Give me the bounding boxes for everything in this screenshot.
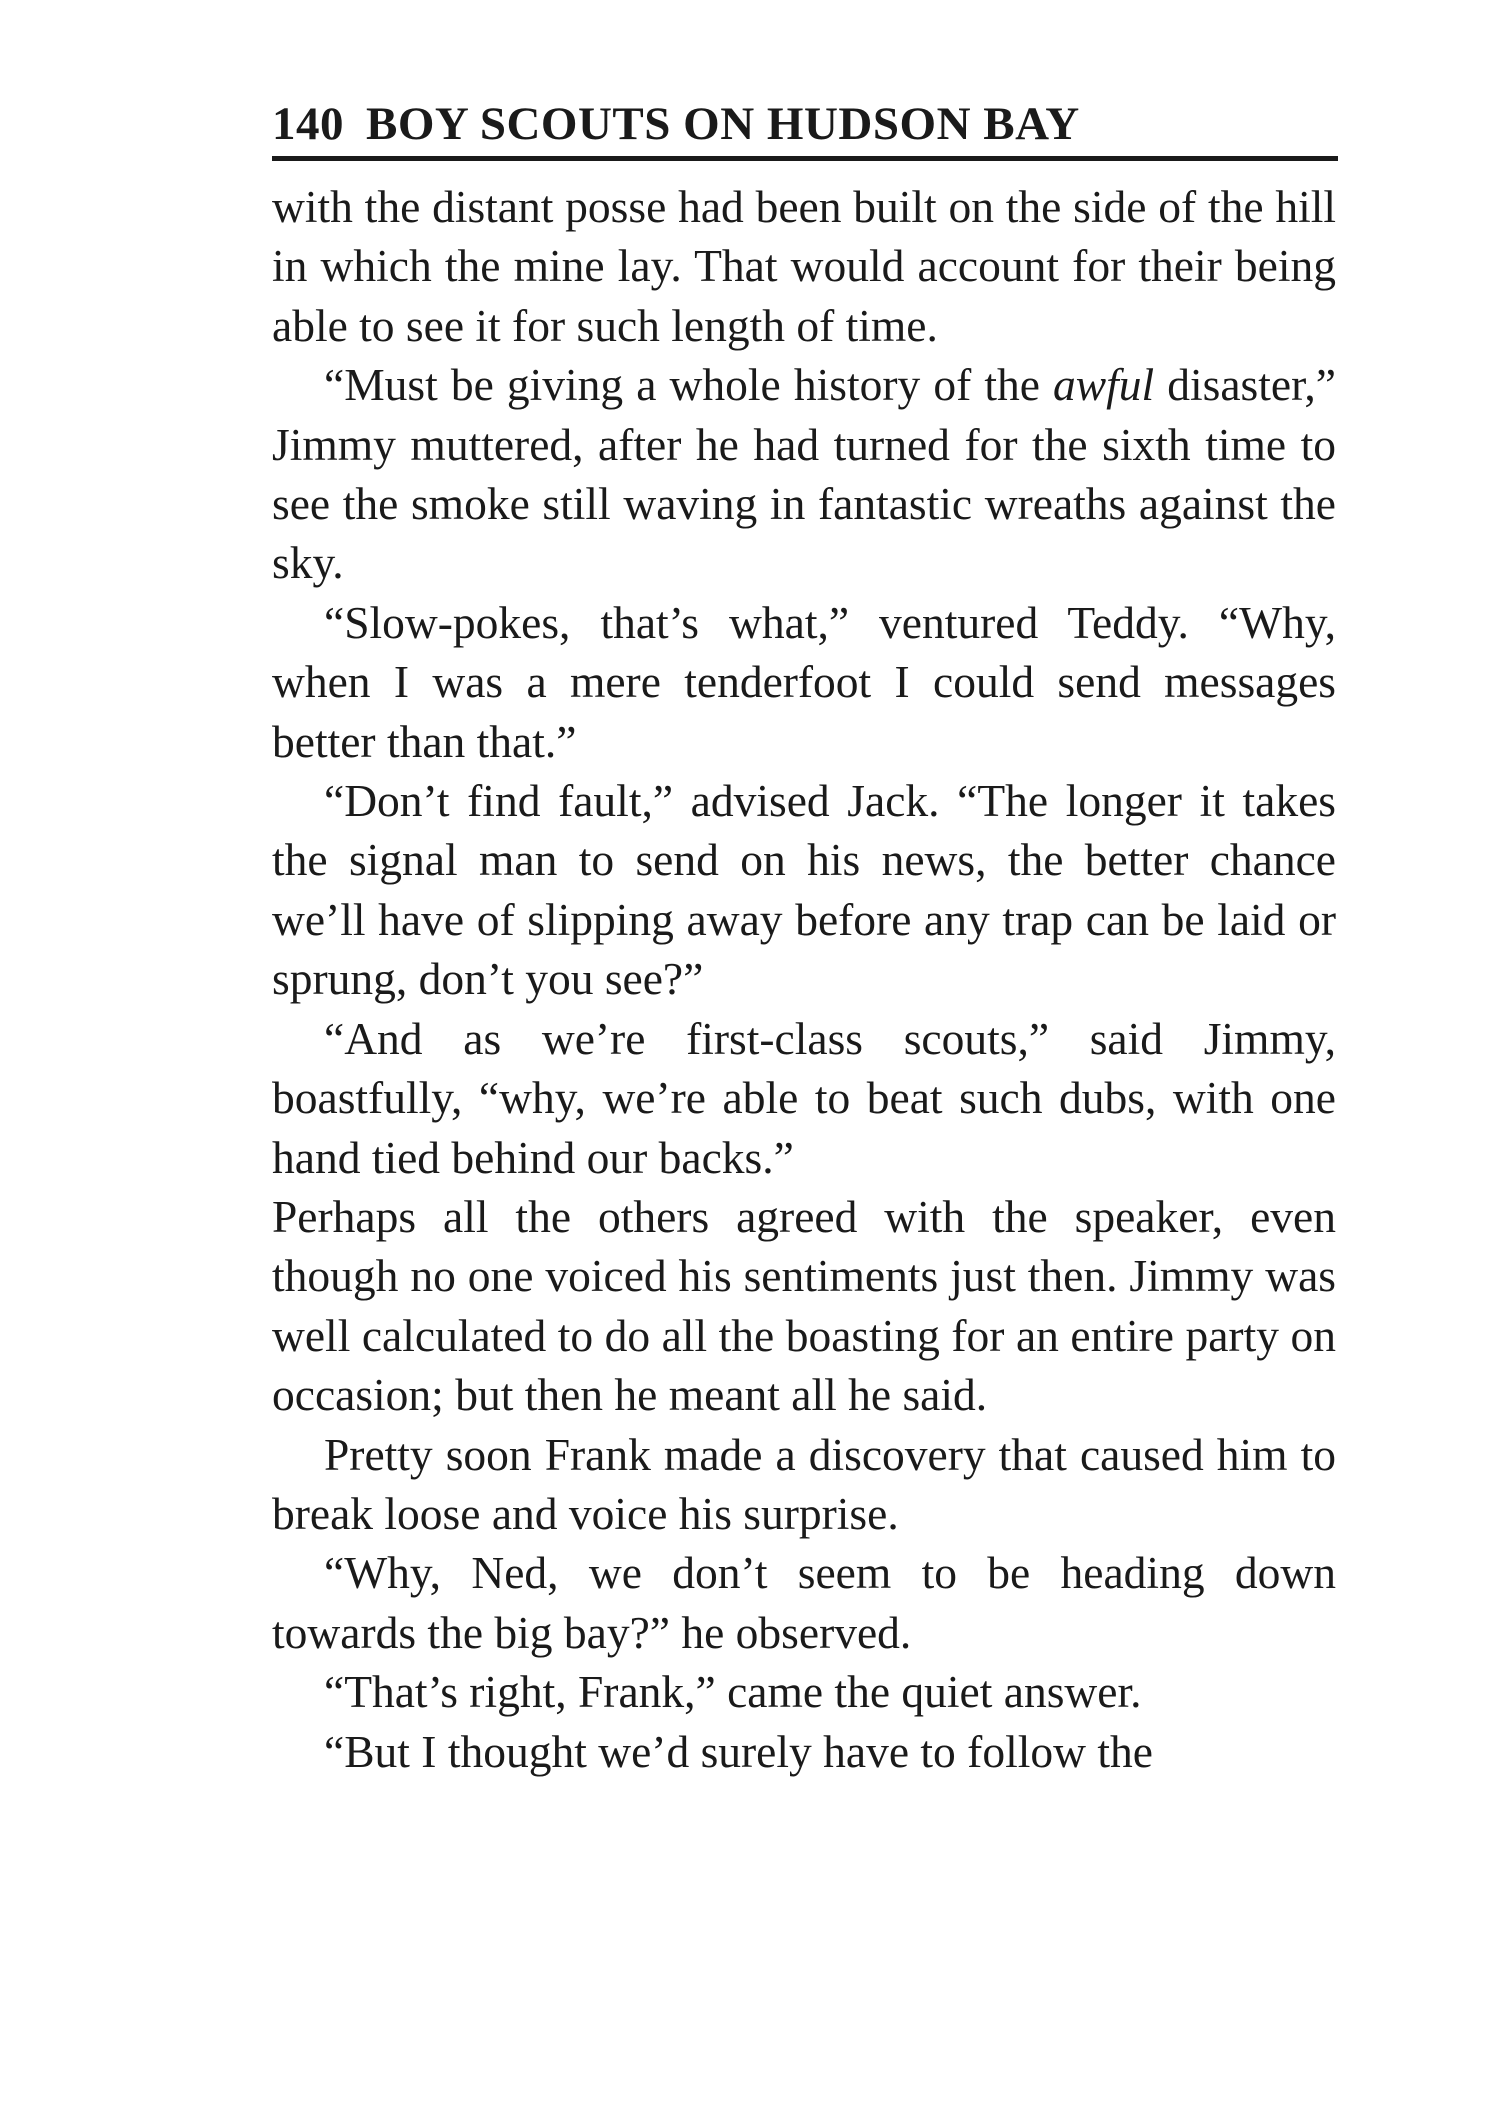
emphasized-word: awful: [1053, 359, 1155, 411]
running-head: [272, 96, 1336, 154]
book-page: [272, 96, 1336, 1781]
paragraph: Perhaps all the others agreed with the speaker, even though no one voiced his sentiments just then. Jimmy was well calculated to do all the boasting for an entire party on occasion; but then he meant all he said.: [272, 1190, 1336, 1421]
paragraph: Pretty soon Frank made a discovery that caused him to break loose and voice his surprise.: [272, 1428, 1336, 1539]
running-title: BOY SCOUTS ON HUDSON BAY: [366, 98, 1080, 150]
page-number: 140: [272, 98, 344, 150]
paragraph: “Don’t find fault,” advised Jack. “The longer it takes the signal man to send on his news, the better chance we’ll have of slipping away before any trap can be laid or sprung, don’t you see?”: [272, 775, 1336, 1005]
paragraph: “That’s right, Frank,” came the quiet answer.: [324, 1666, 1142, 1718]
body-text: [272, 177, 1336, 1781]
paragraph: “And as we’re first-class scouts,” said Jimmy, boastfully, “why, we’re able to beat such dubs, with one hand tied behind our backs.”: [272, 1012, 1336, 1183]
paragraph-text: disaster,” Jimmy muttered, after he had turned for the sixth time to see the smoke still waving in fantastic wreaths against the sky.: [272, 359, 1336, 589]
paragraph-text: “Must be giving a whole history of the: [324, 359, 1054, 411]
paragraph: with the distant posse had been built on the side of the hill in which the mine lay. That would account for their being able to see it for such length of time.: [272, 181, 1336, 351]
paragraph: “Why, Ned, we don’t seem to be heading down towards the big bay?” he observed.: [272, 1547, 1336, 1658]
paragraph: [272, 355, 1336, 593]
paragraph: “Slow-pokes, that’s what,” ventured Teddy. “Why, when I was a mere tenderfoot I could send messages better than that.”: [272, 596, 1336, 767]
paragraph: “But I thought we’d surely have to follow the: [324, 1725, 1153, 1777]
header-rule: [272, 156, 1338, 161]
